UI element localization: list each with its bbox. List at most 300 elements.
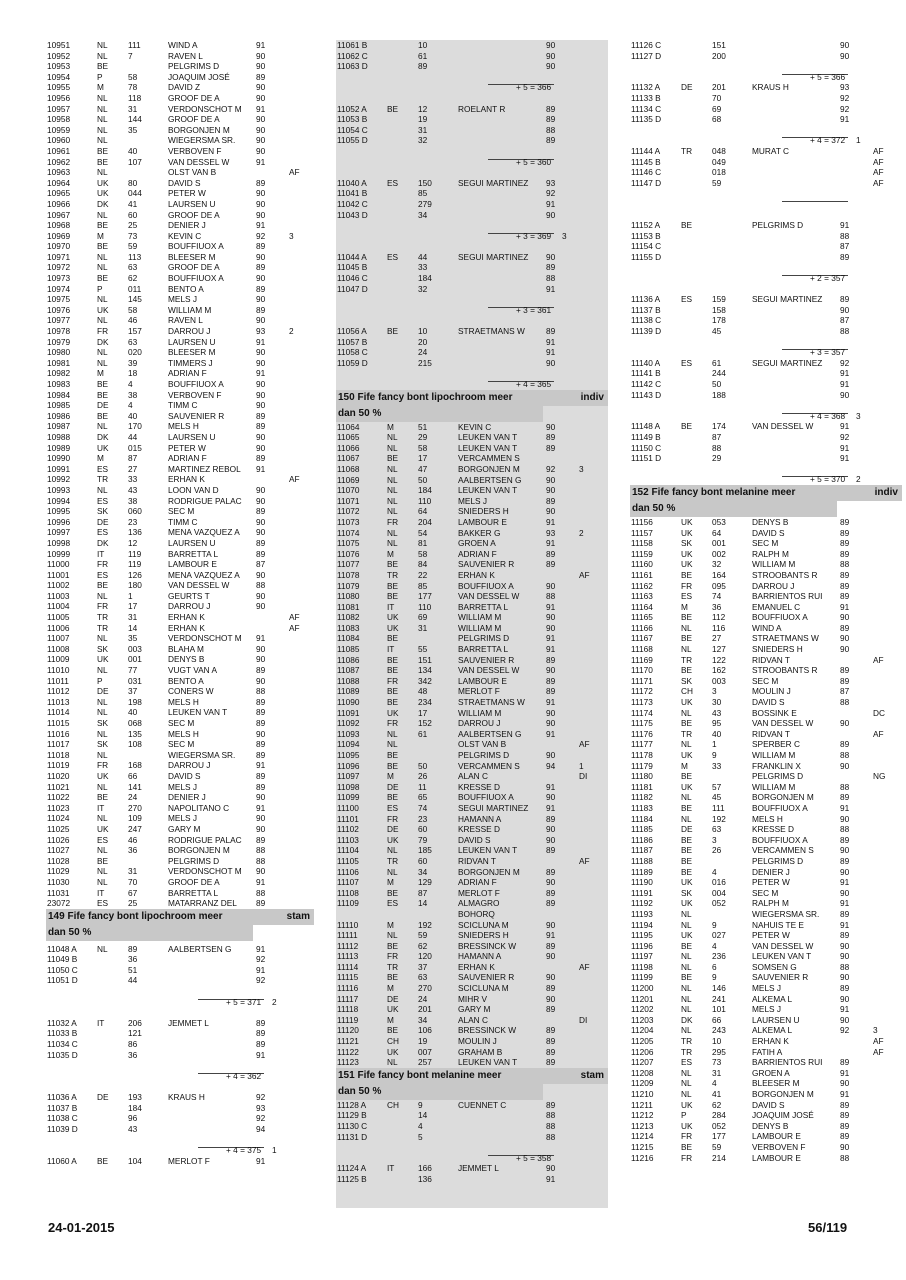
entry-row [630,368,902,379]
cage-number: 011 [128,283,142,294]
spacer [46,986,314,997]
cage-number: 79 [418,834,428,845]
country: NL [97,484,108,495]
cage-number: 095 [712,580,726,591]
country: IT [97,887,105,898]
country: UK [97,654,109,665]
country: TR [387,855,399,866]
ring-number: 11027 [47,845,70,856]
breeder-name: SEC M [752,538,779,549]
breeder-name: KEVIN C [458,421,492,432]
cage-number: 127 [712,644,726,655]
entry-row [336,739,608,750]
breeder-name: HAMANN A [458,813,502,824]
cage-number: 3 [712,834,717,845]
score: 89 [256,898,266,909]
breeder-name: STROOBANTS R [752,569,818,580]
cage-number: 14 [418,898,428,909]
entry-row [630,104,902,115]
ring-number: 10965 [47,188,71,199]
entry-row [46,845,314,856]
breeder-name: DENYS B [752,1120,789,1131]
extra: AF [579,961,590,972]
entry-row [46,1092,314,1103]
cage-number: 63 [418,972,428,983]
team-subtotal [630,72,902,83]
ring-number: 11097 [337,771,360,782]
cage-number: 25 [128,220,138,231]
breeder-name: RIDVAN T [752,654,790,665]
cage-number: 59 [712,177,722,188]
ring-number: 11003 [47,590,70,601]
breeder-name: STRAETMANS W [458,326,525,337]
spacer [336,72,608,83]
cage-number: 7 [128,50,133,61]
score: 89 [546,114,556,125]
country: UK [97,304,109,315]
breeder-name: DENYS B [752,516,789,527]
country: UK [681,781,693,792]
entry-row [46,157,314,168]
entry-row [336,803,608,814]
ring-number: 11006 [47,622,70,633]
country: NL [387,527,398,538]
country: NL [97,103,108,114]
score: 90 [256,484,266,495]
country: DE [97,1092,109,1102]
score: 90 [840,644,850,655]
ring-number: 11176 [631,728,653,739]
breeder-name: SEC M [168,506,195,517]
entry-row [46,944,314,955]
breeder-name: OLST VAN B [168,167,217,178]
breeder-name: BRESSINCK W [458,1025,517,1036]
ring-number: 11018 [47,749,70,760]
score: 90 [256,495,266,506]
breeder-name: SCICLUNA M [458,983,509,994]
ring-number: 11063 D [337,61,368,72]
country: SK [97,506,109,517]
breeder-name: ERHAN K [168,622,205,633]
entry-row [630,1110,902,1121]
breeder-name: KRESSE D [458,781,500,792]
country: P [97,71,103,82]
cage-number: 51 [128,964,138,975]
ring-number: 11102 [337,824,359,835]
breeder-name: VUGT VAN A [168,665,218,676]
country: NL [97,749,108,760]
entry-row [630,581,902,592]
ring-number: 11141 B [631,368,661,379]
score: 90 [840,951,850,962]
cage-number: 14 [418,1110,428,1121]
entry-row [336,655,608,666]
country: BE [97,273,109,284]
entry-row [336,358,608,369]
breeder-name: VERCAMMEN S [458,760,520,771]
country: UK [387,707,399,718]
score: 91 [840,877,850,888]
team-rank: 1 [272,1144,277,1155]
ring-number: 11112 [337,940,359,951]
ring-number: 11181 [631,781,653,792]
entry-row [46,866,314,877]
entry-row [46,792,314,803]
breeder-name: LEUKEN VAN T [168,707,228,718]
ring-number: 11093 [337,728,360,739]
country: UK [681,697,693,708]
entry-row [46,591,314,602]
cage-number: 4 [128,379,133,389]
country: NL [387,845,398,856]
score: 89 [256,1028,266,1039]
score: 90 [256,251,266,262]
country: FR [387,718,399,729]
ring-number: 10970 [47,241,71,252]
cage-number: 85 [418,580,428,591]
ring-number: 11173 [631,697,653,708]
breeder-name: AALBERTSEN G [458,474,522,485]
country: BE [681,802,693,813]
breeder-name: TIMM C [168,516,198,527]
ring-number: 11065 [337,432,360,443]
entry-row [46,1113,314,1124]
ring-number: 11041 B [337,188,368,199]
score: 89 [256,1039,266,1050]
country: IT [387,601,395,612]
country: TR [681,1036,693,1047]
cage-number: 25 [128,898,138,909]
score: 90 [546,792,556,803]
score: 89 [256,739,266,750]
breeder-name: RODRIGUE PALAC [168,495,242,506]
score: 92 [256,230,266,241]
extra: 2 [289,326,294,337]
entry-row [630,1131,902,1142]
ring-number: 11194 [631,919,653,930]
class-title: 149 Fife fancy bont lipochroom meer [48,910,223,922]
cage-number: 107 [128,156,142,167]
cage-number: 35 [128,124,138,135]
ring-number: 11159 [631,548,653,559]
country: NL [97,209,108,220]
ring-number: 11035 D [47,1049,78,1060]
country: NL [387,463,398,474]
ring-number: 11082 [337,612,360,623]
score: 88 [546,124,556,135]
cage-number: 4 [418,1121,423,1131]
ring-number: 10990 [47,453,71,464]
score: 90 [546,251,556,262]
score: 90 [256,601,266,612]
breeder-name: MENA VAZQUEZ A [168,527,240,538]
entry-row [46,760,314,771]
entry-row [336,623,608,634]
breeder-name: LEUKEN VAN T [752,951,812,962]
breeder-name: MARTINEZ REBOL [168,463,241,474]
score: 91 [546,633,556,644]
cage-number: 43 [128,484,138,495]
spacer [46,1134,314,1145]
breeder-name: WIND A [168,40,198,50]
cage-number: 27 [128,463,138,474]
cage-number: 141 [128,781,142,792]
ring-number: 11058 C [337,347,368,358]
breeder-name: VAN DESSEL W [458,665,520,676]
breeder-name: LAMBOUR E [168,559,217,570]
cage-number: 018 [712,167,726,178]
ring-number: 10964 [47,177,71,188]
breeder-name: VERCAMMEN S [752,845,814,856]
breeder-name: WILLIAM M [168,304,212,315]
score: 91 [256,40,266,50]
country: M [387,548,394,559]
score: 90 [840,993,850,1004]
cage-number: 29 [418,432,428,443]
entry-row [336,40,608,51]
entry-row [630,390,902,401]
cage-number: 3 [712,686,717,697]
country: UK [681,750,693,760]
entry-row [336,782,608,793]
score: 91 [256,103,266,114]
country: FR [387,675,399,686]
ring-number: 11008 [47,643,70,654]
country: NL [387,1057,398,1068]
country: DK [97,336,109,347]
entry-row [46,1050,314,1061]
cage-number: 87 [128,453,138,464]
country: BE [97,410,109,421]
score: 89 [256,1017,266,1028]
entry-row [46,146,314,157]
country: NL [97,347,108,358]
ring-number: 11119 [337,1014,359,1025]
ring-number: 11019 [47,760,70,771]
ring-number: 10951 [47,40,71,50]
ring-number: 11039 D [47,1123,78,1134]
ring-number: 11148 A [631,421,661,432]
breeder-name: BENTO A [168,675,204,686]
ring-number: 11012 [47,686,70,697]
ring-number: 11088 [337,675,360,686]
entry-row [630,1078,902,1089]
team-rank: 1 [856,135,861,146]
entry-row [46,654,314,665]
breeder-name: LEUKEN VAN T [458,485,518,496]
cage-number: 201 [418,1004,432,1015]
subtotal-rule [782,201,848,202]
ring-number: 11109 [337,898,359,909]
entry-row [46,252,314,263]
score: 91 [546,697,556,708]
score: 89 [256,177,266,188]
country: SK [681,675,693,686]
spacer [630,284,902,295]
ring-number: 11049 B [47,954,78,965]
breeder-name: BOUFFIUOX A [752,834,808,845]
score: 91 [546,1173,556,1184]
cage-number: 66 [712,1014,722,1025]
score: 91 [546,198,556,209]
score: 89 [840,908,850,919]
cage-number: 46 [128,834,138,845]
cage-number: 001 [128,654,142,665]
subtotal-text: + 4 = 362 [226,1070,262,1081]
ring-number: 11139 D [631,326,662,337]
cage-number: 204 [418,516,432,527]
entry-row [630,40,902,51]
extra: AF [873,654,884,665]
cage-number: 87 [418,887,428,898]
score: 90 [840,1078,850,1089]
cage-number: 34 [418,866,428,877]
score: 93 [256,326,266,337]
team-subtotal [336,1153,608,1164]
ring-number: 11198 [631,961,653,972]
breeder-name: LAMBOUR E [458,516,507,527]
breeder-name: BLEESER M [752,1078,800,1089]
entry-row [336,877,608,888]
class-type: stam [580,1069,604,1081]
entry-row [630,1025,902,1036]
entry-row [336,549,608,560]
breeder-name: MIHR V [458,993,488,1004]
entry-row [630,114,902,125]
cage-number: 007 [418,1046,432,1057]
cage-number: 052 [712,1120,726,1131]
breeder-name: PELGRIMS D [168,61,220,72]
score: 92 [256,1113,266,1124]
subtotal-text: + 3 = 361 [516,304,552,315]
country: NL [681,1067,692,1078]
cage-number: 004 [712,887,726,898]
country: NL [681,993,692,1004]
entry-row [46,1103,314,1114]
country: NL [97,124,108,135]
ring-number: 11177 [631,739,653,750]
cage-number: 87 [712,431,722,442]
entry-row [630,549,902,560]
entry-row [336,188,608,199]
country: BE [97,241,109,252]
cage-number: 50 [418,474,428,485]
score: 91 [256,156,266,167]
score: 92 [840,357,850,368]
entry-row [630,655,902,666]
country: ES [681,294,693,305]
entry-row [46,538,314,549]
country: NL [97,728,108,739]
country: BE [681,940,693,951]
ring-number: 11186 [631,834,653,845]
entry-row [336,1047,608,1058]
subtotal-text: + 5 = 360 [516,156,552,167]
country: SK [97,643,109,654]
cage-number: 4 [712,940,717,951]
entry-row [336,792,608,803]
breeder-name: DAVID S [458,834,491,845]
breeder-name: LAURSEN U [168,336,216,347]
ring-number: 11193 [631,908,653,919]
country: BE [387,591,399,602]
cage-number: 77 [128,665,138,676]
ring-number: 11038 C [47,1113,78,1124]
ring-number: 11202 [631,1004,654,1015]
ring-number: 11100 [337,802,359,813]
cage-number: 64 [712,527,722,538]
country: UK [97,823,109,834]
cage-number: 31 [128,612,138,623]
score: 92 [840,1025,850,1036]
breeder-name: GARY M [458,1004,491,1015]
entry-row [630,157,902,168]
score: 90 [840,1141,850,1152]
country: UK [681,527,693,538]
breeder-name: RODRIGUE PALAC [168,834,242,845]
extra: 3 [579,463,584,474]
score: 90 [840,612,850,623]
cage-number: 48 [418,686,428,697]
score: 91 [256,802,266,813]
breeder-name: RALPH M [752,898,789,909]
cage-number: 136 [128,527,142,538]
entry-row [336,464,608,475]
country: ES [97,834,109,845]
ring-number: 11047 D [337,283,368,294]
cage-number: 184 [418,273,432,284]
score: 88 [256,855,266,866]
breeder-name: VAN DESSEL W [168,580,230,591]
score: 90 [256,654,266,665]
team-subtotal [336,82,608,93]
entry-row [336,612,608,623]
entry-row [336,1057,608,1068]
score: 92 [546,188,556,199]
score: 90 [256,643,266,654]
cage-number: 84 [418,559,428,570]
entry-row [630,867,902,878]
score: 91 [840,379,850,389]
breeder-name: WIEGERSMA SR. [752,908,820,919]
ring-number: 10985 [47,400,71,411]
cage-number: 19 [418,1036,428,1047]
score: 90 [256,728,266,739]
extra: AF [873,177,884,188]
cage-number: 44 [128,431,138,442]
score: 89 [546,135,556,146]
country: BE [681,665,693,676]
entry-row [630,824,902,835]
ring-number: 10967 [47,209,71,220]
score: 91 [546,802,556,813]
breeder-name: KRESSE D [458,824,500,835]
country: NL [97,633,108,644]
country: M [387,771,394,782]
entry-row [46,1039,314,1050]
cage-number: 74 [712,591,722,602]
score: 91 [546,644,556,655]
country: ES [97,463,109,474]
country: DE [681,824,693,835]
class-title: 152 Fife fancy bont melanine meer [632,486,796,498]
breeder-name: LEUKEN VAN T [458,845,518,856]
score: 90 [840,40,850,50]
ring-number: 11154 C [631,241,662,252]
breeder-name: MELS H [168,696,199,707]
entry-row [630,1036,902,1047]
country: M [97,453,104,464]
